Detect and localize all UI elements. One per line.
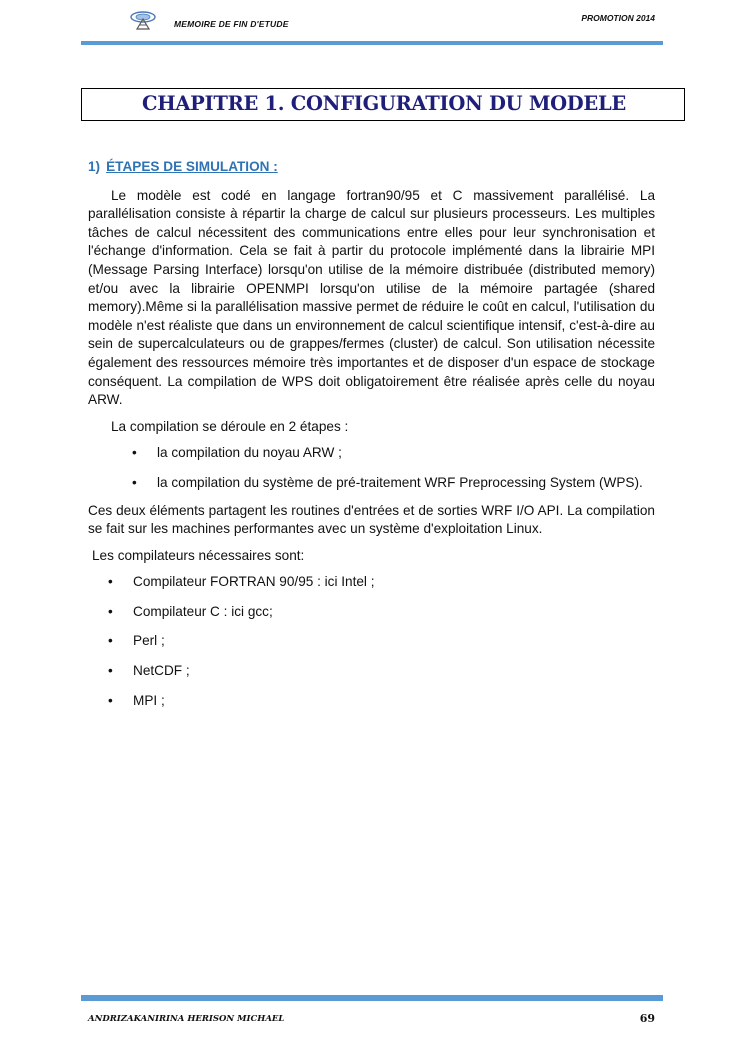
university-logo-icon (128, 9, 158, 31)
chapter-title: CHAPITRE 1. CONFIGURATION DU MODELE (142, 92, 626, 115)
compilers-list (108, 573, 655, 710)
steps-intro: La compilation se déroule en 2 étapes : (111, 418, 349, 434)
list-item: • la compilation du système de pré-traitement WRF Preprocessing System (WPS). (132, 474, 655, 493)
intro-paragraph: Le modèle est codé en langage fortran90/95 et C massivement parallélisé. La parallélisation consiste à répartir la charge de calcul sur plusieurs processeurs. Les multiples tâches de calcul nécessitent des communications entre elles pour leur synchronisation et l'échange d'information. Cela se fait à partir du protocole implémenté dans la librairie MPI (Message Parsing Interface) lorsqu'on utilise de la mémoire distribuée (distributed memory) et/ou avec la librairie OPENMPI lorsqu'on utilise de la mémoire partagée (shared memory).Même si la parallélisation massive permet de réduire le coût en calcul, l'utilisation du modèle n'est réaliste que dans un environnement de calcul scientifique intensif, c'est-à-dire au sein de supercalculateurs ou de grappes/fermes (cluster) de calcul. Son utilisation nécessite également des ressources mémoire très importantes et de disposer d'un espace de stockage conséquent. La compilation de WPS doit obligatoirement être réalisée après celle du noyau ARW. (88, 187, 655, 408)
list-item: • Compilateur C : ici gcc; (108, 603, 655, 622)
bullet-icon: • (108, 692, 113, 708)
list-item: • la compilation du noyau ARW ; (132, 444, 655, 463)
chapter-title-box (81, 88, 685, 121)
steps-list (132, 444, 655, 492)
page-body (88, 158, 655, 721)
header-title: MEMOIRE DE FIN D'ETUDE (174, 19, 289, 29)
section-title: ÉTAPES DE SIMULATION : (106, 159, 278, 174)
bullet-icon: • (108, 574, 113, 590)
header-rule (81, 41, 663, 45)
list-item: • Perl ; (108, 632, 655, 651)
header-promotion: PROMOTION 2014 (581, 13, 655, 23)
bullet-icon: • (108, 663, 113, 679)
page-number: 69 (639, 1012, 655, 1025)
compilers-intro: Les compilateurs nécessaires sont: (92, 547, 305, 563)
bullet-icon: • (108, 603, 113, 619)
section-heading (88, 158, 655, 177)
footer-rule (81, 995, 663, 1001)
bullet-icon: • (132, 474, 137, 490)
io-paragraph: Ces deux éléments partagent les routines d'entrées et de sorties WRF I/O API. La compilation se fait sur les machines performantes avec un système d'exploitation Linux. (88, 502, 655, 537)
footer-author: ANDRIZAKANIRINA HERISON MICHAEL (88, 1014, 285, 1024)
list-item: • NetCDF ; (108, 662, 655, 681)
bullet-icon: • (132, 445, 137, 461)
list-item: • Compilateur FORTRAN 90/95 : ici Intel ; (108, 573, 655, 592)
section-number: 1) (88, 159, 101, 174)
bullet-icon: • (108, 633, 113, 649)
list-item: • MPI ; (108, 692, 655, 711)
